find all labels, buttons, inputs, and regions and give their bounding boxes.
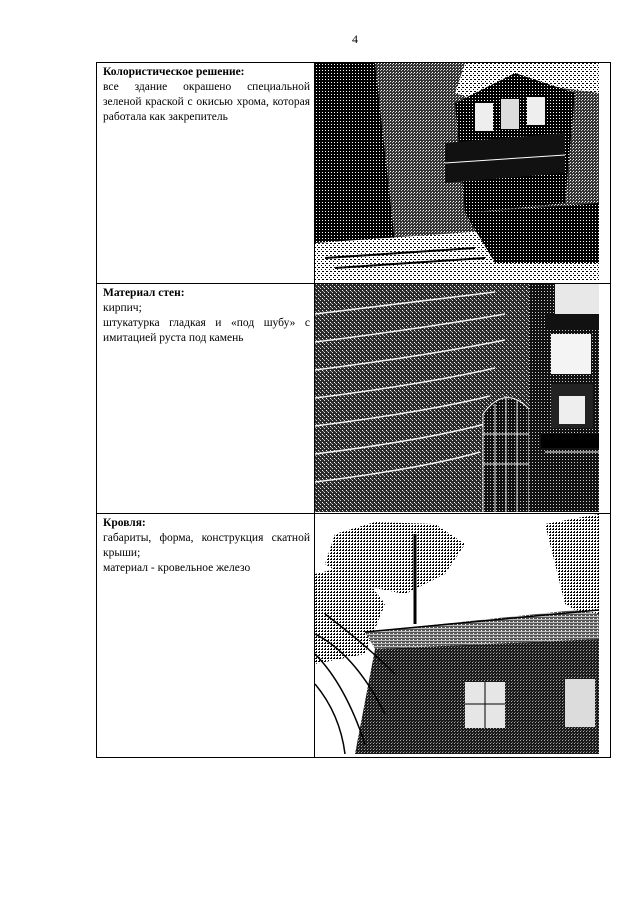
description-cell [97, 514, 315, 758]
photo-cell [315, 284, 611, 514]
table-row [97, 514, 611, 758]
row-text: штукатурка гладкая и «под шубу» с имитацией руста под камень [103, 317, 310, 344]
table-row [97, 63, 611, 284]
photo-cell [315, 514, 611, 758]
photo-cell [315, 63, 611, 284]
description-cell [97, 284, 315, 514]
table-row [97, 284, 611, 514]
row-text: все здание окрашено специальной зеленой краской с окисью хрома, которая работала как закрепитель [103, 81, 310, 123]
row-heading: Материал стен: [103, 287, 185, 299]
features-table [96, 62, 611, 758]
row-text: кирпич; [103, 302, 142, 314]
photo-rusticated-wall [315, 284, 599, 512]
description-cell [97, 63, 315, 284]
row-heading: Кровля: [103, 517, 146, 529]
photo-roof [315, 514, 599, 754]
page-number: 4 [352, 32, 358, 46]
row-text: материал - кровельное железо [103, 562, 251, 574]
photo-house-with-terrace [315, 63, 599, 281]
row-text: габариты, форма, конструкция скатной крыши; [103, 532, 310, 559]
row-heading: Колористическое решение: [103, 66, 245, 78]
